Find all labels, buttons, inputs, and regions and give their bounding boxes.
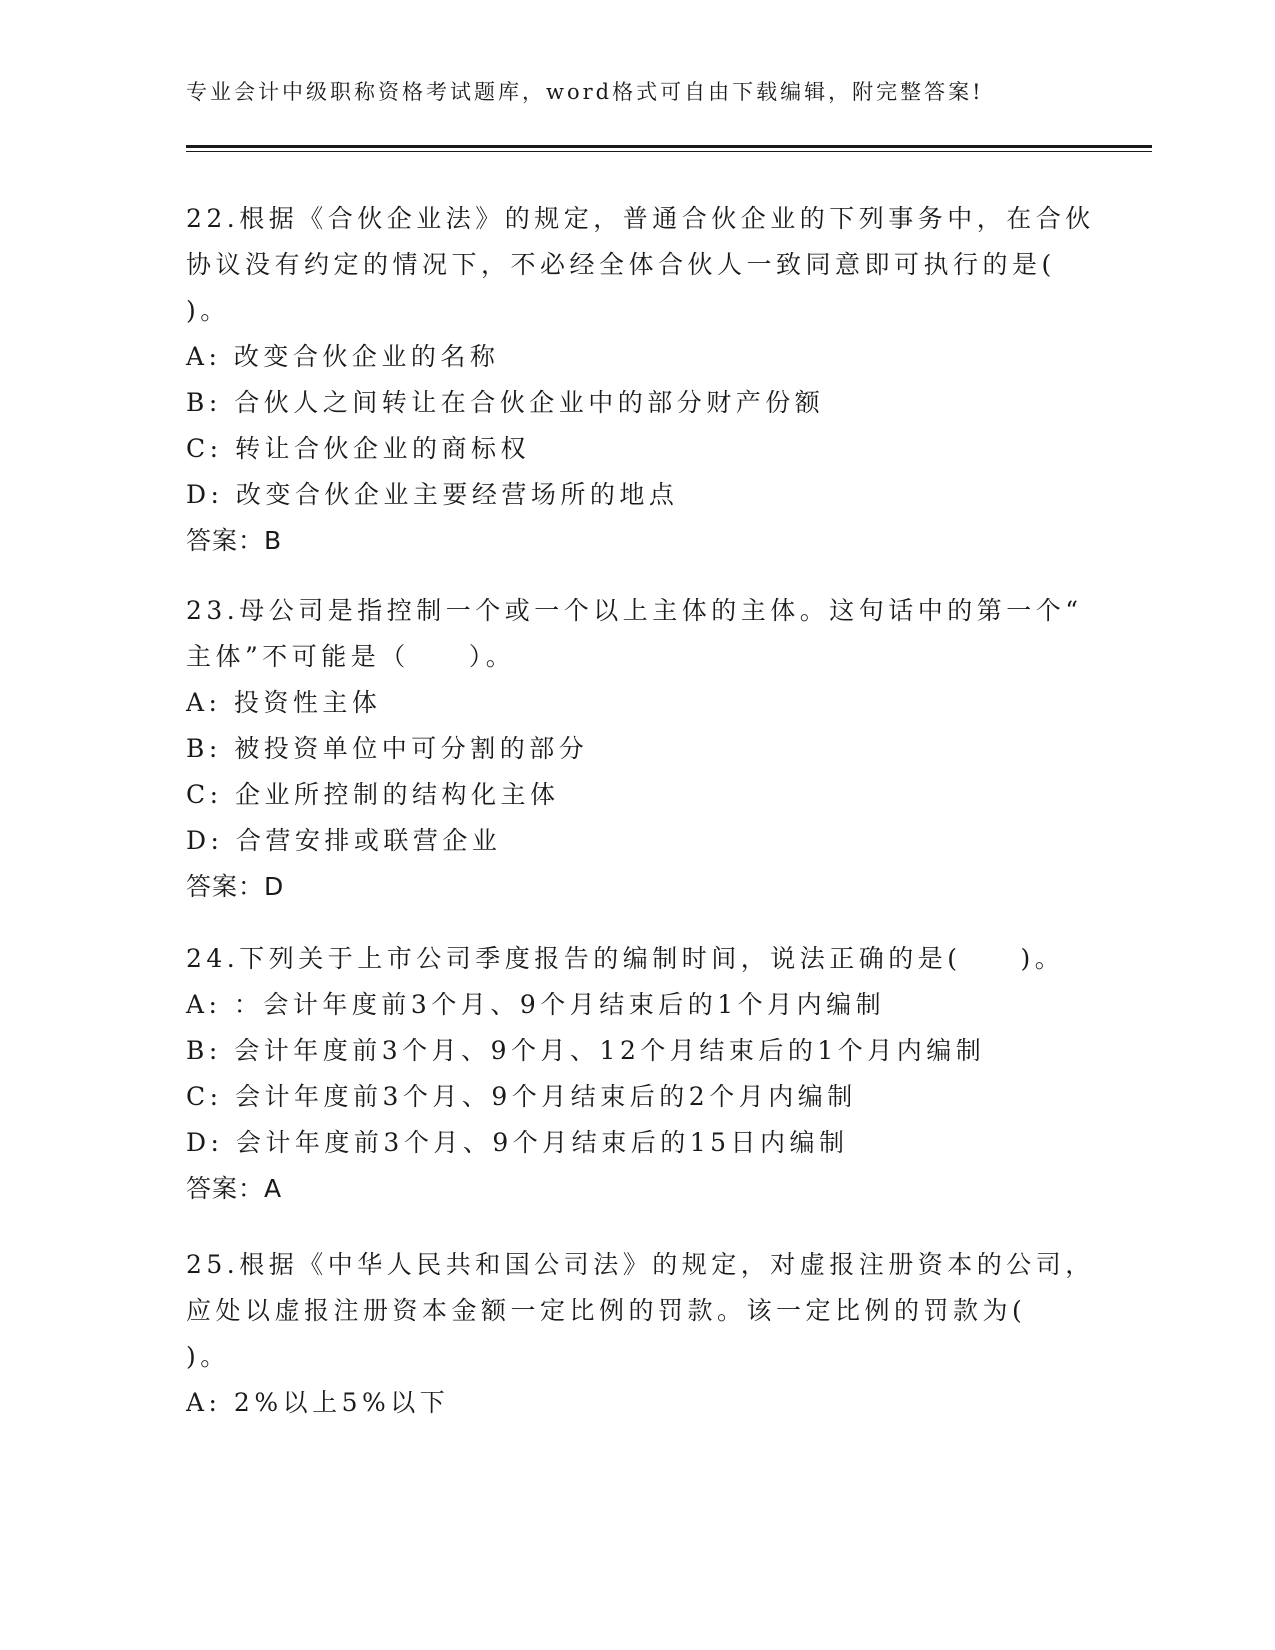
- option-b: B: 合伙人之间转让在合伙企业中的部分财产份额: [186, 388, 825, 417]
- question-24: [186, 936, 1086, 1212]
- header-divider: [186, 145, 1152, 148]
- question-23: [186, 588, 1086, 910]
- header-divider-thin: [186, 151, 1152, 152]
- option-c: C: 企业所控制的结构化主体: [186, 780, 560, 809]
- question-stem-line: )。: [186, 296, 230, 325]
- option-a: A: 投资性主体: [186, 688, 382, 717]
- option-d: D: 会计年度前3个月、9个月结束后的15日内编制: [186, 1128, 849, 1157]
- question-stem-line: 25.根据《中华人民共和国公司法》的规定，对虚报注册资本的公司，: [186, 1250, 1095, 1279]
- question-stem-line: 23.母公司是指控制一个或一个以上主体的主体。这句话中的第一个“: [186, 596, 1083, 625]
- question-stem-line: 22.根据《合伙企业法》的规定，普通合伙企业的下列事务中，在合伙: [186, 204, 1095, 233]
- question-stem-line: 24.下列关于上市公司季度报告的编制时间，说法正确的是( )。: [186, 944, 1065, 973]
- option-b: B: 会计年度前3个月、9个月、12个月结束后的1个月内编制: [186, 1036, 986, 1065]
- question-25: [186, 1242, 1095, 1426]
- option-c: C: 转让合伙企业的商标权: [186, 434, 530, 463]
- option-c: C: 会计年度前3个月、9个月结束后的2个月内编制: [186, 1082, 857, 1111]
- answer-line: 答案：A: [186, 1174, 283, 1203]
- option-a: A: 2%以上5%以下: [186, 1388, 450, 1417]
- option-a: A: 改变合伙企业的名称: [186, 342, 500, 371]
- question-stem-line: )。: [186, 1342, 230, 1371]
- question-22: [186, 196, 1095, 564]
- question-stem-line: 协议没有约定的情况下，不必经全体合伙人一致同意即可执行的是(: [186, 250, 1056, 279]
- page-header-text: 专业会计中级职称资格考试题库，word格式可自由下载编辑，附完整答案!: [186, 80, 984, 104]
- answer-line: 答案：D: [186, 872, 285, 901]
- answer-line: 答案：B: [186, 526, 283, 555]
- option-a: A: ：会计年度前3个月、9个月结束后的1个月内编制: [186, 990, 886, 1019]
- question-stem-line: 主体”不可能是（ ）。: [186, 642, 516, 671]
- option-d: D: 改变合伙企业主要经营场所的地点: [186, 480, 679, 509]
- question-stem-line: 应处以虚报注册资本金额一定比例的罚款。该一定比例的罚款为(: [186, 1296, 1027, 1325]
- option-b: B: 被投资单位中可分割的部分: [186, 734, 589, 763]
- option-d: D: 合营安排或联营企业: [186, 826, 502, 855]
